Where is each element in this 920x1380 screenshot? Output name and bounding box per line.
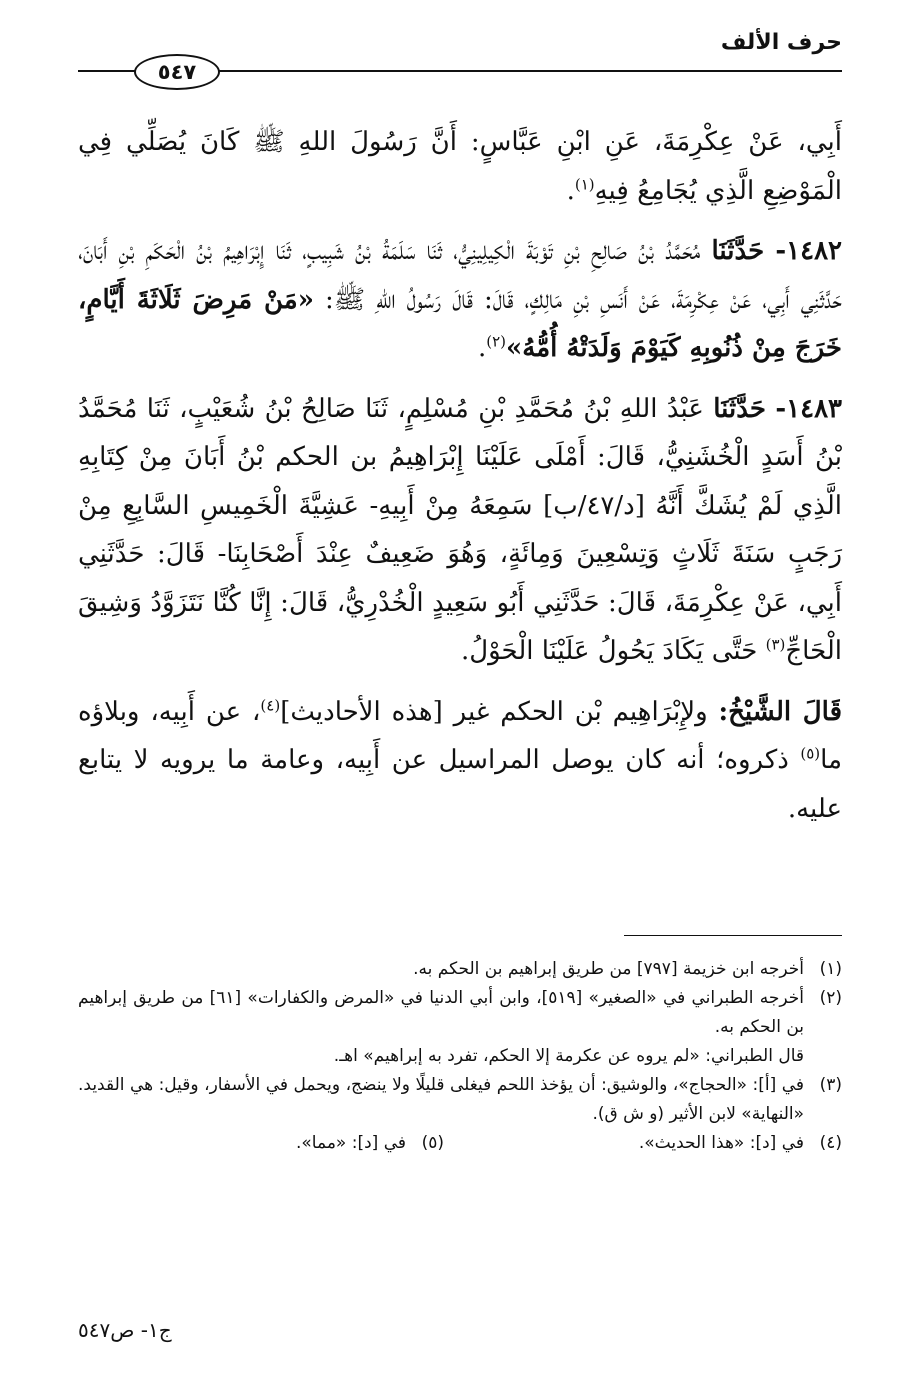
footnote-2 bbox=[78, 984, 842, 1042]
footnote-ref-1: (١) bbox=[574, 174, 595, 193]
text: ، عن أَبِيه، وبلاؤه ما bbox=[78, 696, 843, 775]
sheikh-comment bbox=[78, 688, 842, 834]
footnote-number: (١) bbox=[819, 959, 842, 979]
paragraph-continuation bbox=[78, 118, 842, 215]
hadith-number: ١٤٨٢- bbox=[775, 236, 842, 266]
page-number: ٥٤٧ bbox=[134, 54, 220, 90]
footnote-number: (٣) bbox=[819, 1075, 842, 1095]
hadith-1482 bbox=[78, 227, 842, 373]
hadith-chain: مُحَمَّدُ بْنُ صَالِحِ بْنِ تَوْبَةَ الْكِيلِينِيُّ، ثَنَا سَلَمَةُ بْنُ شَبِيبٍ، ثَنَا إِبْرَاهِيمُ بْنُ الْحَكَمِ بْنِ أَبَانَ، حَدَّثَنِي أَبِي، عَنْ عِكْرِمَةَ، عَنْ أَنَسِ بْنِ مَالِكٍ، قَالَ: قَالَ رَسُولُ اللهِ ﷺ: bbox=[78, 236, 842, 315]
footnote-row bbox=[78, 1129, 842, 1158]
chapter-title: حرف الألف bbox=[720, 30, 842, 55]
main-text bbox=[78, 118, 842, 845]
text: أَبِي، عَنْ عِكْرِمَةَ، عَنِ ابْنِ عَبَّاسٍ: أَنَّ رَسُولَ اللهِ ﷺ كَانَ يُصَلِّي فِي الْمَوْضِعِ الَّذِي يُجَامِعُ فِيهِ bbox=[78, 127, 842, 206]
text: حَتَّى يَكَادَ يَحُولُ عَلَيْنَا الْحَوْلُ. bbox=[460, 636, 758, 666]
hadith-1483 bbox=[78, 385, 842, 676]
footnote-rule bbox=[624, 935, 842, 936]
footnote-2-cont bbox=[78, 1042, 842, 1071]
page-reference: ج١- ص٥٤٧ bbox=[78, 1318, 172, 1342]
footnote-number: (٤) bbox=[819, 1133, 842, 1153]
hadith-lead: حَدَّثَنَا bbox=[713, 393, 766, 424]
text: . bbox=[566, 175, 575, 206]
footnote-number: (٥) bbox=[421, 1133, 444, 1153]
footnote-ref-4: (٤) bbox=[260, 695, 281, 714]
hadith-chain: عَبْدُ اللهِ بْنُ مُحَمَّدِ بْنِ مُسْلِمٍ، ثَنَا صَالِحُ بْنُ شُعَيْبٍ، ثَنَا مُحَمَّدُ بْنُ أَسَدٍ الْخُشَنِيُّ، قَالَ: أَمْلَى عَلَيْنَا إِبْرَاهِيمُ بن الحكم بْنُ أَبَانَ مِنْ كِتَابِهِ الَّذِي لَمْ يُشَكَّ أَنَّهُ [د/٤٧/ب] سَمِعَهُ مِنْ أَبِيهِ- عَشِيَّةَ الْخَمِيسِ السَّابِعِ مِنْ رَجَبٍ سَنَةَ ثَلَاثٍ وَتِسْعِينَ وَمِائَةٍ، وَهُوَ ضَعِيفٌ عِنْدَ أَصْحَابِنَا- قَالَ: حَدَّثَنِي أَبِي، عَنْ عِكْرِمَةَ، قَالَ: حَدَّثَنِي أَبُو سَعِيدٍ الْخُدْرِيُّ، قَالَ: إِنَّا كُنَّا نَتَزَوَّدُ وَشِيقَ الْحَاجِّ bbox=[78, 393, 842, 666]
footnotes bbox=[78, 955, 842, 1158]
footnote-text: في [د]: «مما». bbox=[296, 1133, 406, 1153]
footnote-text: أخرجه ابن خزيمة [٧٩٧] من طريق إبراهيم بن الحكم به. bbox=[413, 959, 804, 979]
footnote-text: قال الطبراني: «لم يروه عن عكرمة إلا الحكم، تفرد به إبراهيم» اهـ. bbox=[333, 1046, 804, 1066]
footnote-text: أخرجه الطبراني في «الصغير» [٥١٩]، وابن أبي الدنيا في «المرض والكفارات» [٦١] من طريق إبراهيم بن الحكم به. bbox=[78, 988, 804, 1037]
footnote-4 bbox=[444, 1129, 842, 1158]
hadith-quote: «مَنْ مَرِضَ ثَلَاثَةَ أَيَّامٍ، خَرَجَ مِنْ ذُنُوبِهِ كَيَوْمَ وَلَدَتْهُ أُمُّهُ» bbox=[78, 284, 842, 363]
footnote-5 bbox=[296, 1129, 444, 1158]
footnote-text: في [د]: «هذا الحديث». bbox=[638, 1133, 804, 1153]
footnote-ref-3: (٣) bbox=[765, 635, 786, 654]
footnote-3 bbox=[78, 1071, 842, 1129]
footnote-number: (٢) bbox=[819, 988, 842, 1008]
hadith-number: ١٤٨٣- bbox=[775, 393, 842, 424]
hadith-lead: حَدَّثَنَا bbox=[711, 236, 765, 266]
footnote-text: في [أ]: «الحجاج»، والوشيق: أن يؤخذ اللحم فيغلى قليلًا ولا ينضج، ويحمل في الأسفار، وقيل: هي القديد. «النهاية» لابن الأثير (و ش ق). bbox=[78, 1075, 804, 1124]
text: . bbox=[477, 333, 487, 363]
footnote-ref-5: (٥) bbox=[800, 744, 821, 763]
text: ولإِبْرَاهِيم بْن الحكم غير [هذه الأحاديث] bbox=[280, 696, 708, 727]
footnote-1 bbox=[78, 955, 842, 984]
footnote-ref-2: (٢) bbox=[486, 332, 506, 351]
text: ذكروه؛ أنه كان يوصل المراسيل عن أَبِيه، وعامة ما يرويه لا يتابع عليه. bbox=[78, 745, 842, 824]
sheikh-lead: قَالَ الشَّيْخُ: bbox=[718, 696, 842, 727]
